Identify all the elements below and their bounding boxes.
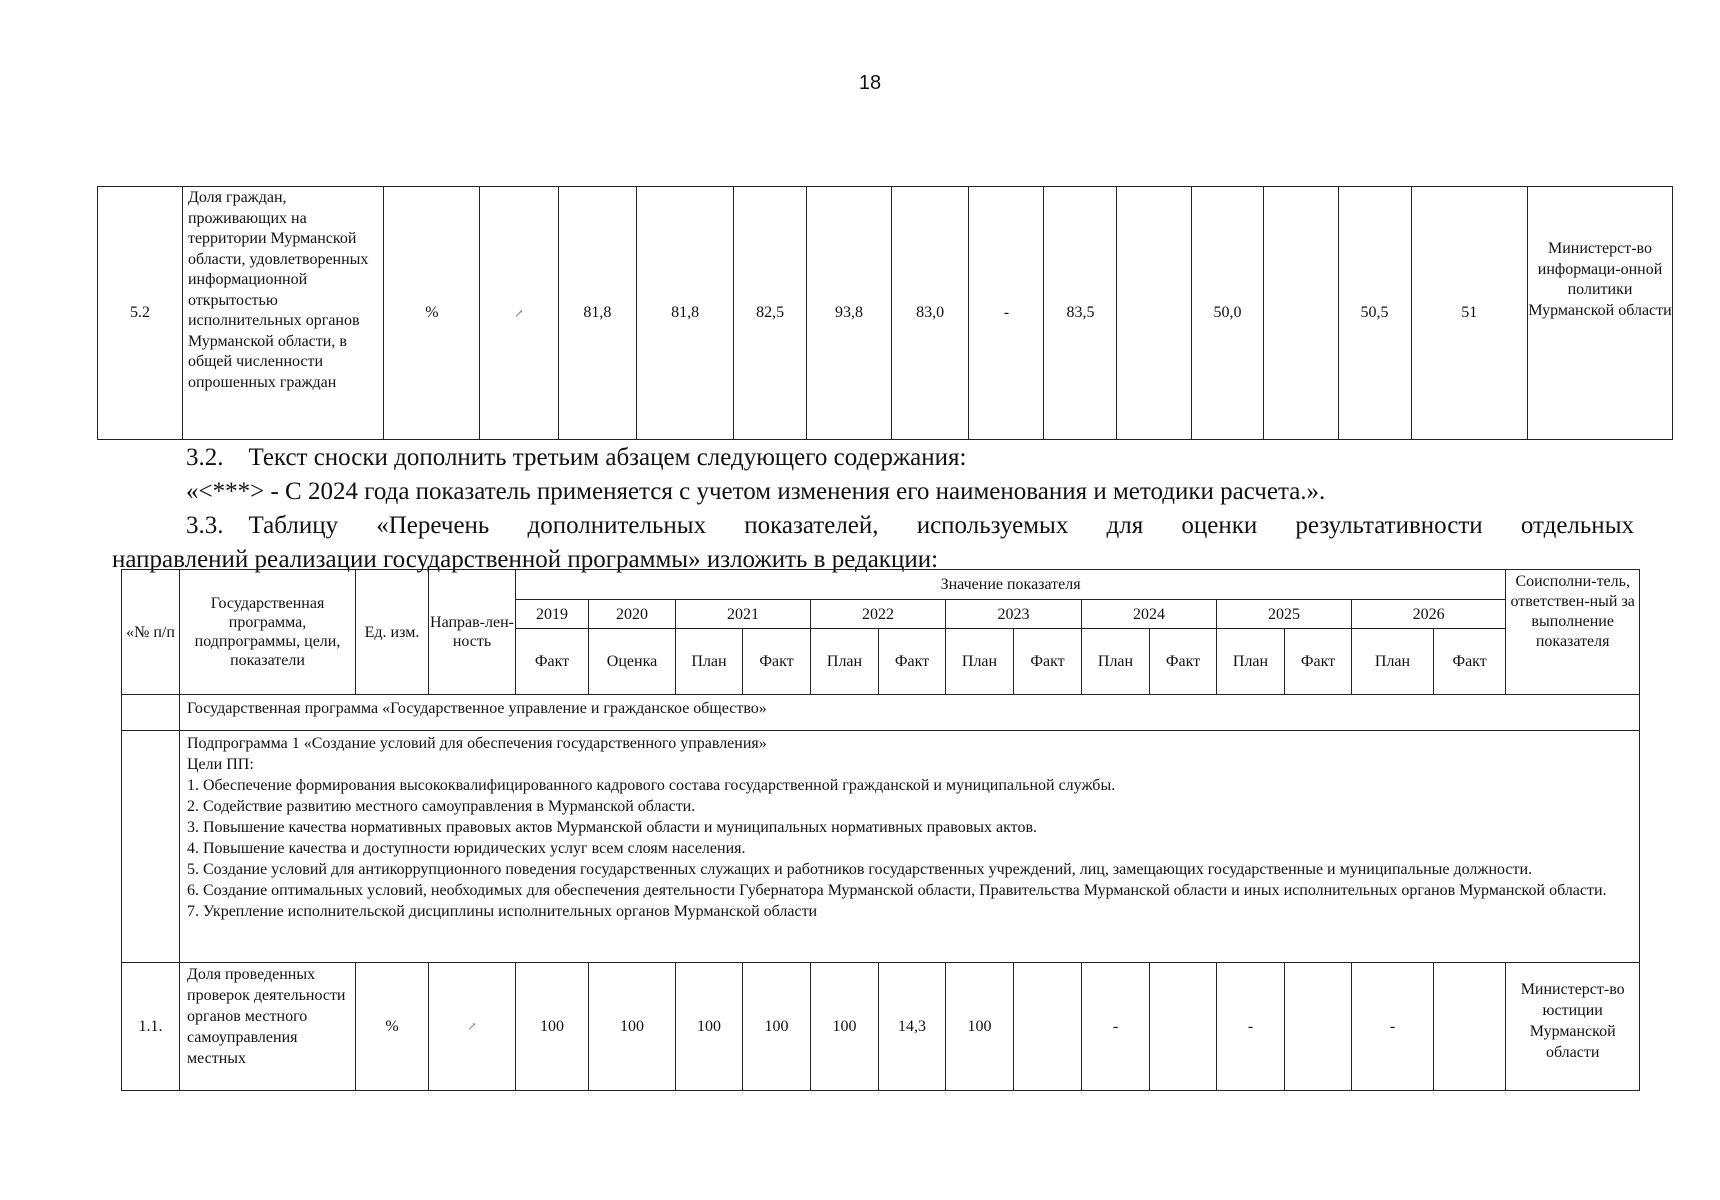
value-cell [1264, 187, 1338, 440]
header-sub: План [676, 629, 743, 695]
header-sub: План [1352, 629, 1434, 695]
value-cell: 50,0 [1191, 187, 1264, 440]
indicator-table-continuation [97, 186, 1673, 440]
value-cell [1285, 963, 1352, 1091]
responsible-cell: Министерст-во юстиции Мурманской области [1506, 963, 1640, 1091]
header-sub: Факт [879, 629, 946, 695]
header-year: 2026 [1352, 600, 1506, 629]
value-cell: 100 [946, 963, 1014, 1091]
header-sub: Оценка [589, 629, 676, 695]
footnote-text: «<***> - С 2024 года показатель применяется с учетом изменения его наименования и методики расчета.». [186, 478, 1326, 505]
table-row [122, 963, 1640, 1091]
value-cell: 82,5 [734, 187, 807, 440]
header-unit: Ед. изм. [356, 570, 429, 695]
direction-cell [480, 187, 558, 440]
arrow-up-icon: ↗ [467, 1021, 477, 1033]
header-sub: План [1082, 629, 1150, 695]
goal-item: 2. Содействие развитию местного самоуправления в Мурманской области. [187, 798, 696, 815]
header-sub: Факт [1150, 629, 1217, 695]
value-cell [1117, 187, 1191, 440]
responsible-cell: Министерст-во информаци-онной политики Мурманской области [1528, 187, 1673, 440]
value-cell: 83,0 [892, 187, 969, 440]
header-sub: План [811, 629, 879, 695]
direction-cell [429, 963, 516, 1091]
header-sub: Факт [1434, 629, 1506, 695]
value-cell [1150, 963, 1217, 1091]
value-cell: 83,5 [1044, 187, 1117, 440]
header-year: 2020 [589, 600, 676, 629]
header-year: 2019 [516, 600, 589, 629]
value-cell: 93,8 [807, 187, 892, 440]
goal-item: 5. Создание условий для антикоррупционного поведения государственных служащих и работников государственных учреждений, лиц, замещающих государственные и муниципальные должности. [187, 861, 1533, 878]
header-year: 2024 [1082, 600, 1217, 629]
header-responsible: Соисполни-тель, ответствен-ный за выполнение показателя [1506, 570, 1640, 695]
value-cell: - [969, 187, 1044, 440]
header-year: 2025 [1217, 600, 1352, 629]
value-cell: 100 [516, 963, 589, 1091]
header-sub: Факт [743, 629, 811, 695]
table-row [122, 731, 1640, 963]
header-year: 2021 [676, 600, 811, 629]
arrow-up-icon: ↗ [514, 308, 524, 320]
value-cell: - [1082, 963, 1150, 1091]
value-cell: 81,8 [637, 187, 734, 440]
goal-item: 6. Создание оптимальных условий, необходимых для обеспечения деятельности Губернатора Мурманской области, Правительства Мурманской области и иных исполнительных органов Мурманской области. [187, 882, 1607, 899]
value-cell: - [1217, 963, 1285, 1091]
value-cell: 51 [1411, 187, 1528, 440]
goal-item: 4. Повышение качества и доступности юридических услуг всем слоям населения. [187, 840, 746, 857]
row-number: 5.2 [98, 187, 183, 440]
additional-indicators-table [121, 569, 1640, 1091]
unit-cell: % [356, 963, 429, 1091]
header-sub: Факт [516, 629, 589, 695]
unit-cell: % [384, 187, 480, 440]
paragraph-3-3-continued: направлений реализации государственной программы» изложить в редакции: [112, 546, 939, 573]
value-cell [1014, 963, 1082, 1091]
header-num: «№ п/п [122, 570, 180, 695]
value-cell [1434, 963, 1506, 1091]
goals-label: Цели ПП: [187, 756, 254, 773]
value-cell: 50,5 [1338, 187, 1411, 440]
paragraph-3-3: 3.3. Таблицу «Перечень дополнительных показателей, используемых для оценки результативности отдельных [186, 512, 1634, 539]
header-sub: План [946, 629, 1014, 695]
header-year: 2023 [946, 600, 1082, 629]
table-row [122, 695, 1640, 731]
header-direction: Направ-лен-ность [429, 570, 516, 695]
goal-item: 7. Укрепление исполнительской дисциплины исполнительных органов Мурманской области [187, 903, 818, 920]
goal-item: 3. Повышение качества нормативных правовых актов Мурманской области и муниципальных нормативных правовых актов. [187, 819, 1038, 836]
header-year: 2022 [811, 600, 946, 629]
header-sub: Факт [1285, 629, 1352, 695]
goal-item: 1. Обеспечение формирования высококвалифицированного кадрового состава государственной гражданской и муниципальной службы. [187, 777, 1116, 794]
indicator-name: Доля граждан, проживающих на территории Мурманской области, удовлетворенных информационной открытостью исполнительных органов Мурманской области, в общей численности опрошенных граждан [182, 187, 384, 440]
paragraph-3-2: 3.2. Текст сноски дополнить третьим абзацем следующего содержания: [186, 444, 967, 471]
value-cell: 100 [811, 963, 879, 1091]
header-sub: Факт [1014, 629, 1082, 695]
table-row [98, 187, 1673, 440]
value-cell: - [1352, 963, 1434, 1091]
header-sub: План [1217, 629, 1285, 695]
page-number: 18 [858, 72, 882, 94]
value-cell: 14,3 [879, 963, 946, 1091]
header-value-group: Значение показателя [516, 570, 1506, 600]
header-program: Государственная программа, подпрограммы, цели, показатели [180, 570, 356, 695]
subprogram-title: Подпрограмма 1 «Создание условий для обеспечения государственного управления» [187, 735, 767, 752]
value-cell: 100 [589, 963, 676, 1091]
value-cell: 81,8 [558, 187, 636, 440]
value-cell: 100 [743, 963, 811, 1091]
subprogram-block [180, 731, 1640, 963]
row-number: 1.1. [122, 963, 180, 1091]
program-title: Государственная программа «Государственное управление и гражданское общество» [180, 695, 1640, 731]
value-cell: 100 [676, 963, 743, 1091]
indicator-name: Доля проведенных проверок деятельности органов местного самоуправления местных [180, 963, 356, 1091]
